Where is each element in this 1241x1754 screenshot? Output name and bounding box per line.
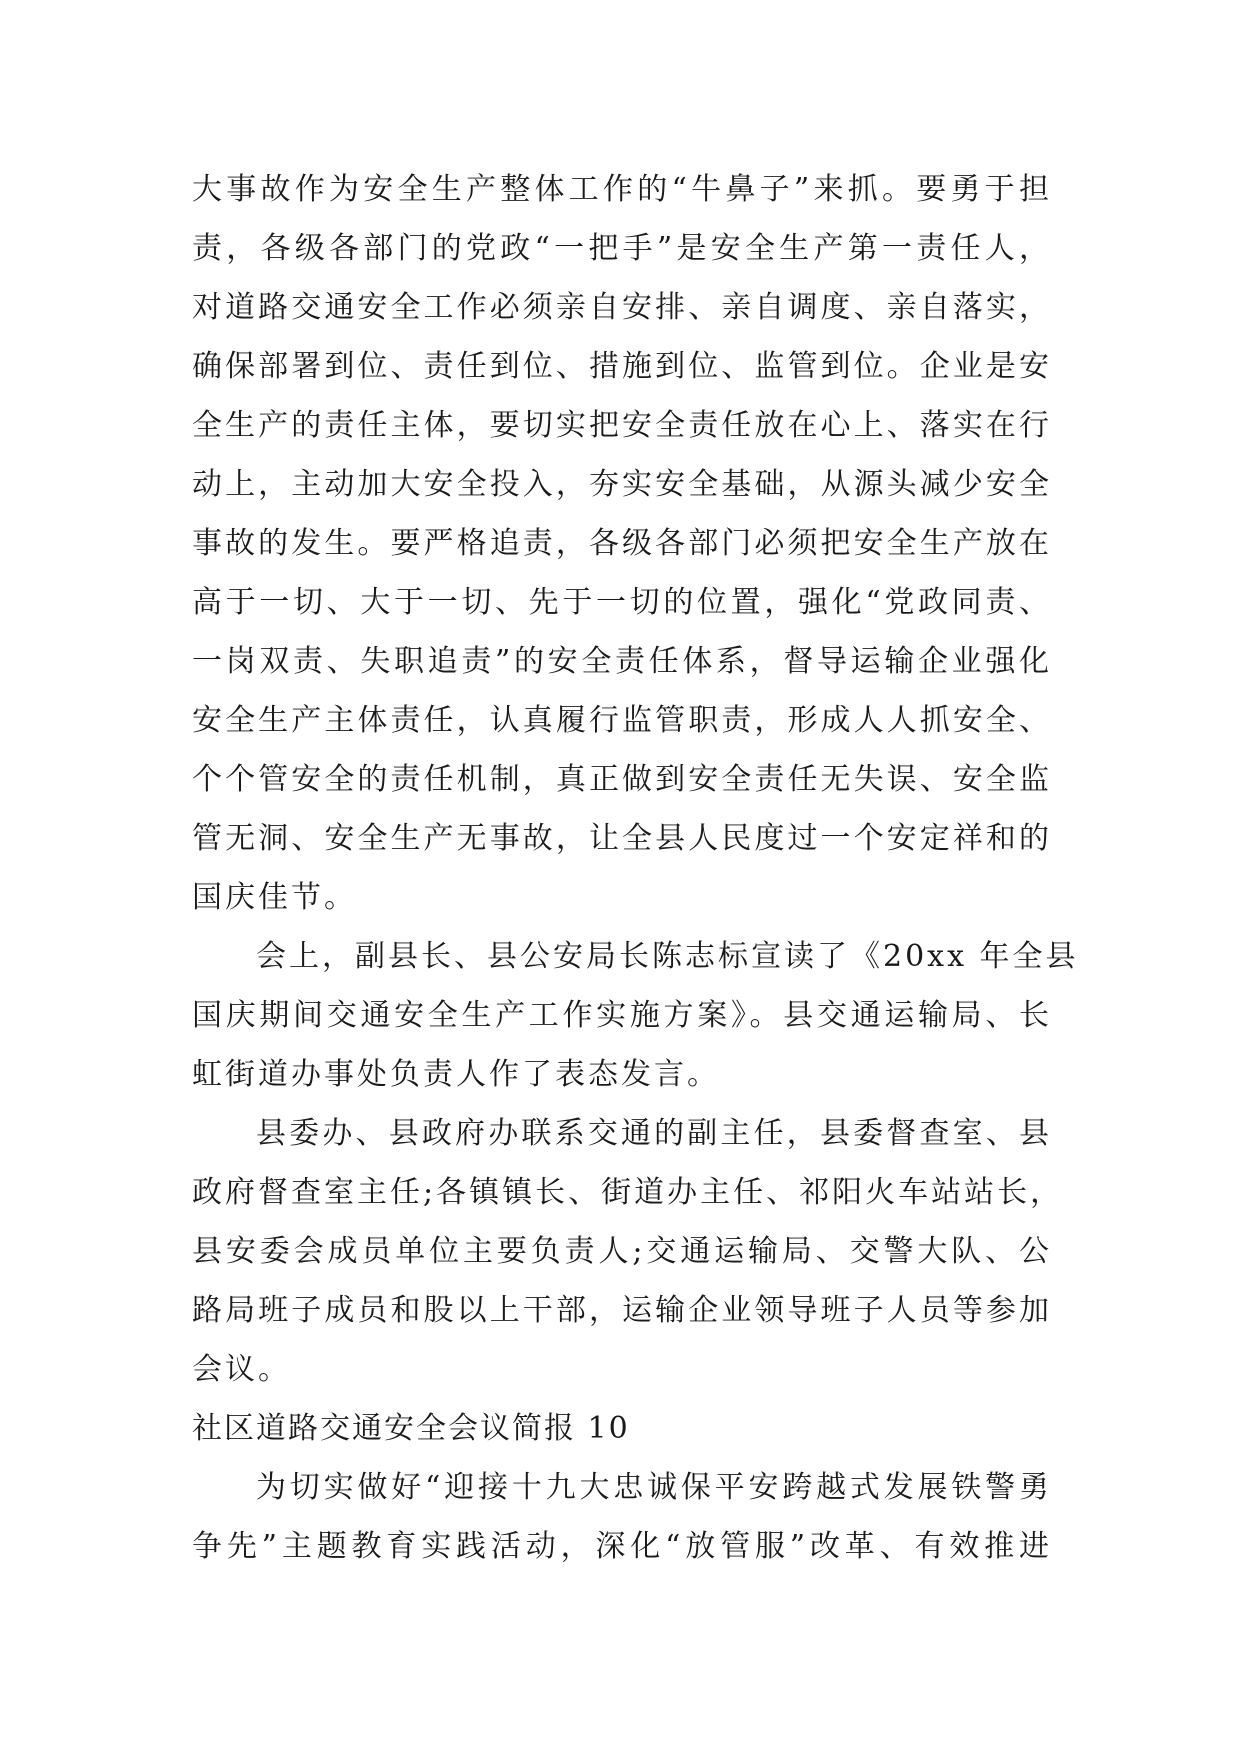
paragraph-line: 安全生产主体责任，认真履行监管职责，形成人人抓安全、 bbox=[192, 703, 1052, 738]
paragraph-line: 会上，副县长、县公安局长陈志标宣读了《20xx 年全县 bbox=[256, 939, 1079, 974]
paragraph-line: 县委办、县政府办联系交通的副主任，县委督查室、县 bbox=[256, 1116, 1052, 1151]
paragraph-line: 高于一切、大于一切、先于一切的位置，强化“党政同责、 bbox=[192, 585, 1052, 620]
paragraph-line: 县安委会成员单位主要负责人;交通运输局、交警大队、公 bbox=[192, 1234, 1052, 1269]
paragraph-line: 管无洞、安全生产无事故，让全县人民度过一个安定祥和的 bbox=[192, 821, 1052, 856]
paragraph-line: 责，各级各部门的党政“一把手”是安全生产第一责任人， bbox=[192, 231, 1052, 266]
section-heading bbox=[192, 1399, 1052, 1458]
paragraph-line: 个个管安全的责任机制，真正做到安全责任无失误、安全监 bbox=[192, 762, 1052, 797]
paragraph-line: 争先”主题教育实践活动，深化“放管服”改革、有效推进 bbox=[192, 1529, 1052, 1564]
paragraph-line: 政府督查室主任;各镇镇长、街道办主任、祁阳火车站站长， bbox=[192, 1175, 1064, 1210]
paragraph-line: 全生产的责任主体，要切实把安全责任放在心上、落实在行 bbox=[192, 408, 1052, 443]
paragraph-line: 路局班子成员和股以上干部，运输企业领导班子人员等参加 bbox=[192, 1293, 1052, 1328]
document-body bbox=[192, 160, 1079, 1576]
paragraph-3 bbox=[192, 1104, 1064, 1399]
paragraph-line: 为切实做好“迎接十九大忠诚保平安跨越式发展铁警勇 bbox=[256, 1470, 1052, 1505]
paragraph-line: 国庆佳节。 bbox=[192, 880, 357, 915]
paragraph-line: 虹街道办事处负责人作了表态发言。 bbox=[192, 1057, 720, 1092]
paragraph-line: 对道路交通安全工作必须亲自安排、亲自调度、亲自落实， bbox=[192, 290, 1052, 325]
paragraph-line: 事故的发生。要严格追责，各级各部门必须把安全生产放在 bbox=[192, 526, 1052, 561]
paragraph-line: 确保部署到位、责任到位、措施到位、监管到位。企业是安 bbox=[192, 349, 1052, 384]
paragraph-line: 大事故作为安全生产整体工作的“牛鼻子”来抓。要勇于担 bbox=[192, 172, 1052, 207]
paragraph-1 bbox=[192, 160, 1052, 927]
paragraph-line: 国庆期间交通安全生产工作实施方案》。县交通运输局、长 bbox=[192, 998, 1052, 1033]
paragraph-2 bbox=[192, 927, 1079, 1104]
section-heading-text: 社区道路交通安全会议简报 10 bbox=[192, 1411, 630, 1446]
paragraph-line: 动上，主动加大安全投入，夯实安全基础，从源头减少安全 bbox=[192, 467, 1052, 502]
paragraph-line: 一岗双责、失职追责”的安全责任体系，督导运输企业强化 bbox=[192, 644, 1052, 679]
paragraph-line: 会议。 bbox=[192, 1352, 291, 1387]
paragraph-4 bbox=[192, 1458, 1052, 1576]
